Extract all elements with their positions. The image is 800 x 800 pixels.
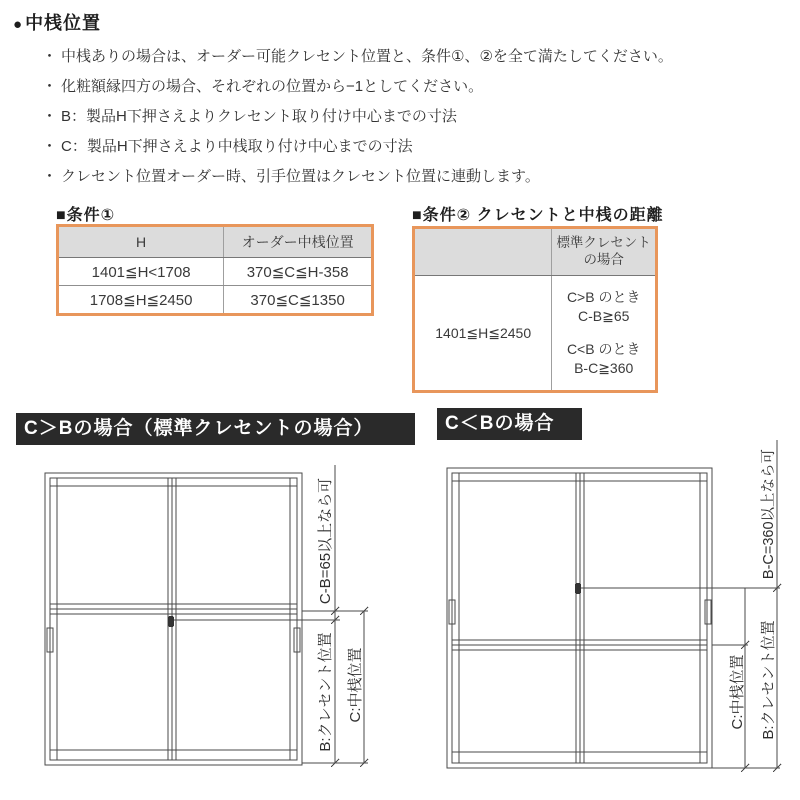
case-2 <box>553 340 654 378</box>
page-title <box>13 9 101 35</box>
page-title-text: 中桟位置 <box>25 13 102 33</box>
case-rule: B-C≧360 <box>574 359 634 376</box>
table-cell: 370≦C≦1350 <box>250 291 345 309</box>
col-header-empty <box>415 229 552 276</box>
bullet-icon: ・ <box>42 138 58 155</box>
notes-list <box>42 45 782 195</box>
bullet-icon: ・ <box>42 78 58 95</box>
col-header: オーダー中桟位置 <box>224 227 371 258</box>
case-1 <box>553 288 654 326</box>
condition2-table-grid <box>415 229 655 390</box>
col-header: H <box>59 227 224 258</box>
table-cell: 1708≦H≦2450 <box>59 286 224 314</box>
crosspiece <box>50 604 297 614</box>
dimension-lines <box>581 440 781 772</box>
case-condition: C>B のとき <box>566 289 641 306</box>
window-frame <box>447 468 712 768</box>
diagram-right-drawing <box>430 430 800 800</box>
list-item <box>42 45 782 75</box>
handle-right-icon <box>705 600 711 624</box>
condition2-table <box>412 226 658 393</box>
condition1-heading <box>56 202 115 225</box>
bullet-icon: ・ <box>42 168 58 185</box>
condition1-table <box>56 224 374 316</box>
case-condition: C<B のとき <box>566 341 641 357</box>
condition1-table-grid <box>59 227 371 313</box>
table-row <box>415 276 655 391</box>
note-text: クレセント位置オーダー時、引手位置はクレセント位置に連動します。 <box>61 168 540 185</box>
dimension-lines <box>174 465 368 767</box>
list-item <box>42 105 782 135</box>
dim-label-c: C:中桟位置 <box>728 654 746 730</box>
condition2-heading-text: 条件② クレセントと中桟の距離 <box>422 207 664 224</box>
section-bullet-icon: ● <box>13 16 24 33</box>
crescent-lock-icon <box>168 616 174 627</box>
table-cell: 1401≦H≦2450 <box>415 276 552 391</box>
table-cell: 370≦C≦H-358 <box>224 258 371 286</box>
square-marker-icon: ■ <box>412 207 423 224</box>
note-text: B：製品H下押さえよりクレセント取り付け中心までの寸法 <box>61 108 457 125</box>
dim-label-b: B:クレセント位置 <box>316 632 334 752</box>
bullet-icon: ・ <box>42 108 58 125</box>
table-cell: 1401≦H<1708 <box>59 258 224 286</box>
dim-label-diff: B-C=360以上なら可 <box>760 448 777 580</box>
table-row <box>59 286 371 314</box>
list-item <box>42 165 782 195</box>
bullet-icon: ・ <box>42 48 58 65</box>
case-rule: C-B≧65 <box>577 308 630 325</box>
table-cell <box>552 276 655 391</box>
diagram-left-heading: C＞Bの場合（標準クレセントの場合） <box>16 413 415 445</box>
condition2-heading <box>412 202 664 225</box>
col-header: 標準クレセントの場合 <box>552 229 655 276</box>
dim-label-c: C:中桟位置 <box>346 647 364 723</box>
square-marker-icon: ■ <box>56 207 67 224</box>
crescent-lock-icon <box>575 583 581 594</box>
spacer <box>553 326 654 340</box>
note-text: 中桟ありの場合は、オーダー可能クレセント位置と、条件①、②を全て満たしてください。 <box>61 48 673 65</box>
table-row <box>59 258 371 286</box>
dim-label-b: B:クレセント位置 <box>759 620 777 740</box>
note-text: C：製品H下押さえより中桟取り付け中心までの寸法 <box>61 138 413 155</box>
note-text: 化粧額縁四方の場合、それぞれの位置から−1としてください。 <box>61 78 484 95</box>
list-item <box>42 75 782 105</box>
list-item <box>42 135 782 165</box>
dim-label-diff: C-B=65以上なら可 <box>316 477 334 605</box>
condition1-heading-text: 条件① <box>66 207 116 224</box>
diagram-left-drawing <box>0 445 430 800</box>
diagram-right-heading: C＜Bの場合 <box>437 408 582 440</box>
